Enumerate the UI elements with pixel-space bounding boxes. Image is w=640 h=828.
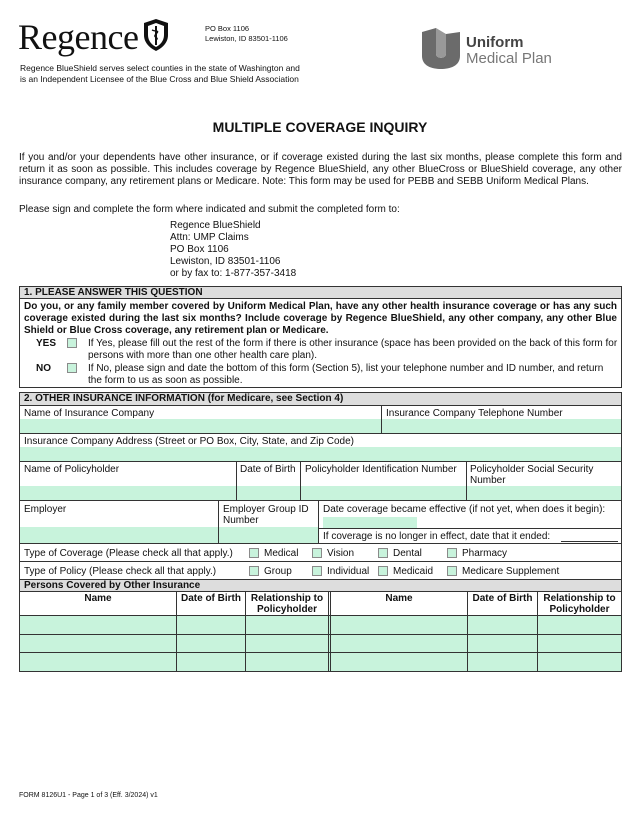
- policyholder-name-label: Name of Policyholder: [24, 464, 120, 475]
- insurance-company-address-field[interactable]: [20, 447, 621, 461]
- divider: [318, 500, 319, 543]
- policy-group-label: Group: [264, 566, 292, 577]
- insurance-company-name-label: Name of Insurance Company: [24, 408, 155, 419]
- divider: [218, 500, 219, 543]
- submit-address-line: or by fax to: 1-877-357-3418: [170, 268, 297, 279]
- coverage-ended-field[interactable]: [561, 541, 618, 542]
- col-dob-right: Date of Birth: [472, 593, 533, 604]
- divider: [20, 561, 621, 562]
- coverage-vision-checkbox[interactable]: [312, 548, 322, 558]
- section-1-question: Do you, or any family member covered by Uniform Medical Plan, have any other health insurance coverage or has any such coverage existed during the last six months? Include coverage by Regence BlueShield, any other company, any other Blue Shield or Blue Cross coverage, any retirement plan or Medicare.: [24, 301, 617, 336]
- policy-group-checkbox[interactable]: [249, 566, 259, 576]
- divider: [20, 461, 621, 462]
- col-relationship-left: Relationship to Policyholder: [250, 593, 324, 615]
- policy-type-label: Type of Policy (Please check all that apply.): [24, 566, 217, 577]
- policyholder-ssn-label: Policyholder Social Security Number: [470, 464, 594, 486]
- submit-address-line: Lewiston, ID 83501-1106: [170, 256, 281, 267]
- col-name-right: Name: [385, 593, 413, 604]
- coverage-type-label: Type of Coverage (Please check all that apply.): [24, 548, 233, 559]
- coverage-effective-label: Date coverage became effective (if not yet, when does it begin):: [323, 504, 606, 515]
- sign-instruction: Please sign and complete the form where indicated and submit the completed form to:: [19, 204, 400, 215]
- coverage-vision-label: Vision: [327, 548, 355, 559]
- section-2-header: 2. OTHER INSURANCE INFORMATION (for Medicare, see Section 4): [20, 393, 621, 406]
- no-label: NO: [36, 363, 51, 374]
- table-row-divider: [20, 634, 621, 635]
- tagline-line: is an Independent Licensee of the Blue Cross and Blue Shield Association: [20, 74, 299, 84]
- policyholder-dob-label: Date of Birth: [240, 464, 296, 475]
- page-title: MULTIPLE COVERAGE INQUIRY: [212, 119, 428, 135]
- divider: [300, 461, 301, 500]
- policy-medicare-supplement-checkbox[interactable]: [447, 566, 457, 576]
- section-1: [19, 286, 622, 388]
- divider: [381, 406, 382, 434]
- submit-address-line: Attn: UMP Claims: [170, 232, 249, 243]
- submit-address-line: Regence BlueShield: [170, 220, 261, 231]
- coverage-effective-field[interactable]: [323, 517, 417, 528]
- divider: [328, 592, 329, 671]
- policyholder-name-field[interactable]: [20, 486, 236, 500]
- tagline: [20, 63, 300, 85]
- yes-instructions: If Yes, please fill out the rest of the form if there is other insurance (space has been provided on the back of this form for persons with more than one other health care plan).: [88, 338, 618, 361]
- divider: [20, 433, 621, 434]
- policy-individual-label: Individual: [327, 566, 370, 577]
- coverage-medical-checkbox[interactable]: [249, 548, 259, 558]
- submit-address-line: PO Box 1106: [170, 244, 229, 255]
- ump-logo-line2: Medical Plan: [466, 50, 552, 67]
- insurance-company-address-label: Insurance Company Address (Street or PO Box, City, State, and Zip Code): [24, 436, 354, 447]
- employer-field[interactable]: [20, 527, 218, 543]
- blueshield-logo-icon: [143, 18, 169, 52]
- submit-address: [170, 220, 296, 280]
- policyholder-id-field[interactable]: [301, 486, 466, 500]
- insurance-company-phone-field[interactable]: [382, 419, 621, 433]
- policy-individual-checkbox[interactable]: [312, 566, 322, 576]
- coverage-medical-label: Medical: [264, 548, 299, 559]
- divider: [20, 500, 621, 501]
- employer-group-id-label: Employer Group ID Number: [223, 504, 309, 526]
- coverage-pharmacy-label: Pharmacy: [462, 548, 508, 559]
- mailing-address: [205, 24, 288, 44]
- col-dob-left: Date of Birth: [181, 593, 241, 604]
- divider: [236, 461, 237, 500]
- uniform-medical-plan-logo-icon: [420, 26, 462, 70]
- regence-logo-text: Regence: [18, 17, 139, 57]
- divider: [466, 461, 467, 500]
- policyholder-id-label: Policyholder Identification Number: [305, 464, 457, 475]
- form-footer: FORM 8126U1 - Page 1 of 3 (Eff. 3/2024) v1: [19, 792, 158, 799]
- divider: [537, 592, 538, 671]
- no-instructions: If No, please sign and date the bottom of this form (Section 5), list your telephone number and ID number, and return the form to us as soon as possible.: [88, 363, 604, 386]
- no-checkbox[interactable]: [67, 363, 77, 373]
- section-1-header: 1. PLEASE ANSWER THIS QUESTION: [20, 287, 621, 299]
- policy-medicaid-checkbox[interactable]: [378, 566, 388, 576]
- divider: [330, 592, 331, 671]
- persons-covered-header: Persons Covered by Other Insurance: [20, 580, 621, 592]
- coverage-ended-label: If coverage is no longer in effect, date that it ended:: [323, 531, 551, 542]
- col-name-left: Name: [84, 593, 112, 604]
- policyholder-ssn-field[interactable]: [467, 486, 621, 500]
- intro-paragraph: If you and/or your dependents have other insurance, or if coverage existed during the last six months, please complete this form and return it as soon as possible. This includes coverage by Regence BlueShield, any other BlueCross or BlueShield coverage, any other insurance company, any retirement plans or Medicare. Note: This form may be used for PEBB and SEBB Uniform Medical Plans.: [19, 152, 622, 187]
- table-row-divider: [20, 652, 621, 653]
- yes-label: YES: [36, 338, 57, 349]
- ump-logo-line1: Uniform: [466, 34, 524, 51]
- col-relationship-right: Relationship to Policyholder: [543, 593, 616, 615]
- policy-medicare-supplement-label: Medicare Supplement: [462, 566, 560, 577]
- divider: [176, 592, 177, 671]
- divider: [20, 543, 621, 544]
- employer-group-id-field[interactable]: [219, 527, 318, 543]
- policy-medicaid-label: Medicaid: [393, 566, 434, 577]
- coverage-dental-checkbox[interactable]: [378, 548, 388, 558]
- tagline-line: Regence BlueShield serves select counties in the state of Washington and: [20, 63, 300, 73]
- coverage-dental-label: Dental: [393, 548, 422, 559]
- coverage-pharmacy-checkbox[interactable]: [447, 548, 457, 558]
- insurance-company-phone-label: Insurance Company Telephone Number: [386, 408, 563, 419]
- section-2: [19, 392, 622, 672]
- divider: [467, 592, 468, 671]
- address-line: PO Box 1106: [205, 24, 250, 33]
- divider: [319, 528, 621, 529]
- policyholder-dob-field[interactable]: [237, 486, 300, 500]
- divider: [245, 592, 246, 671]
- employer-label: Employer: [24, 504, 67, 515]
- persons-table-body[interactable]: [20, 616, 621, 671]
- insurance-company-name-field[interactable]: [20, 419, 381, 433]
- address-line: Lewiston, ID 83501-1106: [205, 34, 288, 43]
- yes-checkbox[interactable]: [67, 338, 77, 348]
